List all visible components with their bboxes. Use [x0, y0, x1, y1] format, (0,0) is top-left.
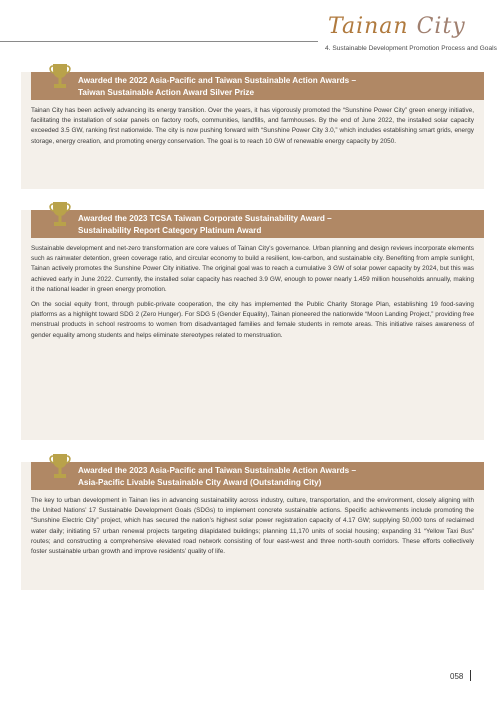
award-section-2023-tcsa: [21, 210, 484, 440]
logo-accent-text: City: [416, 14, 466, 39]
logo-main-text: Tainan: [328, 14, 409, 39]
paragraph: On the social equity front, through public-private cooperation, the city has implemented the Public Charity Storage Plan, establishing 19 food-saving platforms as a highlight toward SDG 2 (Zero Hunger). For SDG 5 (Gender Equality), Tainan pioneered the nationwide “Moon Landing Project,” providing free menstrual products in school restrooms to women from disadvantaged families and female students in remote areas. This initiative raises awareness of gender equality among students and helps eliminate stereotypes related to menstruation.: [31, 301, 474, 339]
paragraph: Sustainable development and net-zero transformation are core values of Tainan City's governance. Urban planning and design reviews incorporate elements such as rainwater detention, green coverage ratio, and circular economy to build a resilient, low-carbon, and sustainable city. Benefiting from ample sunlight, Tainan actively promotes the Sunshine Power City initiative. The original goal was to reach a cumulative 3 GW of solar power capacity by 2024, but this was achieved early in June 2022. Currently, the installed solar capacity has reached 3.9 GW, enough to power nearly 1.459 million households annually, making it the national leader in green energy promotion.: [31, 245, 474, 293]
award-title-line2: Taiwan Sustainable Action Award Silver Prize: [78, 88, 255, 97]
award-banner: [31, 210, 484, 238]
trophy-icon: [49, 62, 71, 92]
page-number-bar: [470, 670, 471, 681]
chapter-title: 4. Sustainable Development Promotion Process and Goals: [325, 45, 497, 52]
trophy-icon: [49, 452, 71, 482]
tainan-city-logo: [328, 14, 466, 39]
paragraph: The key to urban development in Tainan lies in advancing sustainability across industry, culture, transportation, and the environment, closely aligning with the United Nations’ 17 Sustainable Development Goals (SDGs) to implement concrete sustainable actions. Specific achievements include promoting the “Sunshine Electric City” project, which has secured the nation’s highest solar power registration capacity of 4.17 GW; supplying 50,000 tons of reclaimed water daily; initiating 57 urban renewal projects targeting dilapidated buildings; planning 11,170 units of social housing; expanding 31 “Yellow Taxi Bus” routes; and constructing a comprehensive elevated road network consisting of four east-west and three north-south corridors. These efforts collectively foster sustainable urban growth and improve residents’ quality of life.: [31, 497, 474, 556]
trophy-icon: [49, 200, 71, 230]
award-description: [21, 490, 484, 565]
award-title-line2: Sustainability Report Category Platinum Award: [78, 226, 262, 235]
award-banner: [31, 72, 484, 100]
award-title-line2: Asia-Pacific Livable Sustainable City Award (Outstanding City): [78, 478, 322, 487]
award-title-line1: Awarded the 2022 Asia-Pacific and Taiwan Sustainable Action Awards –: [78, 76, 357, 85]
award-description: [21, 100, 484, 155]
award-title-line1: Awarded the 2023 TCSA Taiwan Corporate Sustainability Award –: [78, 214, 332, 223]
paragraph: Tainan City has been actively advancing its energy transition. Over the years, it has vigorously promoted the “Sunshine Power City” green energy initiative, facilitating the installation of solar panels on factory roofs, communities, landfills, and farmhouses. By the end of June 2022, the installed solar capacity exceeded 3.5 GW, ranking first nationwide. The city is now pushing forward with “Sunshine Power City 3.0,” which includes establishing smart grids, energy storage, energy creation, and promoting energy conservation. The goal is to reach 10 GW of renewable energy capacity by 2050.: [31, 107, 474, 145]
award-banner: [31, 462, 484, 490]
award-section-2023-livable-city: [21, 462, 484, 590]
award-title-line1: Awarded the 2023 Asia-Pacific and Taiwan Sustainable Action Awards –: [78, 466, 357, 475]
award-description: [21, 238, 484, 349]
page-number: 058: [450, 672, 464, 681]
award-section-2022: [21, 72, 484, 189]
header-rule: [0, 41, 318, 42]
